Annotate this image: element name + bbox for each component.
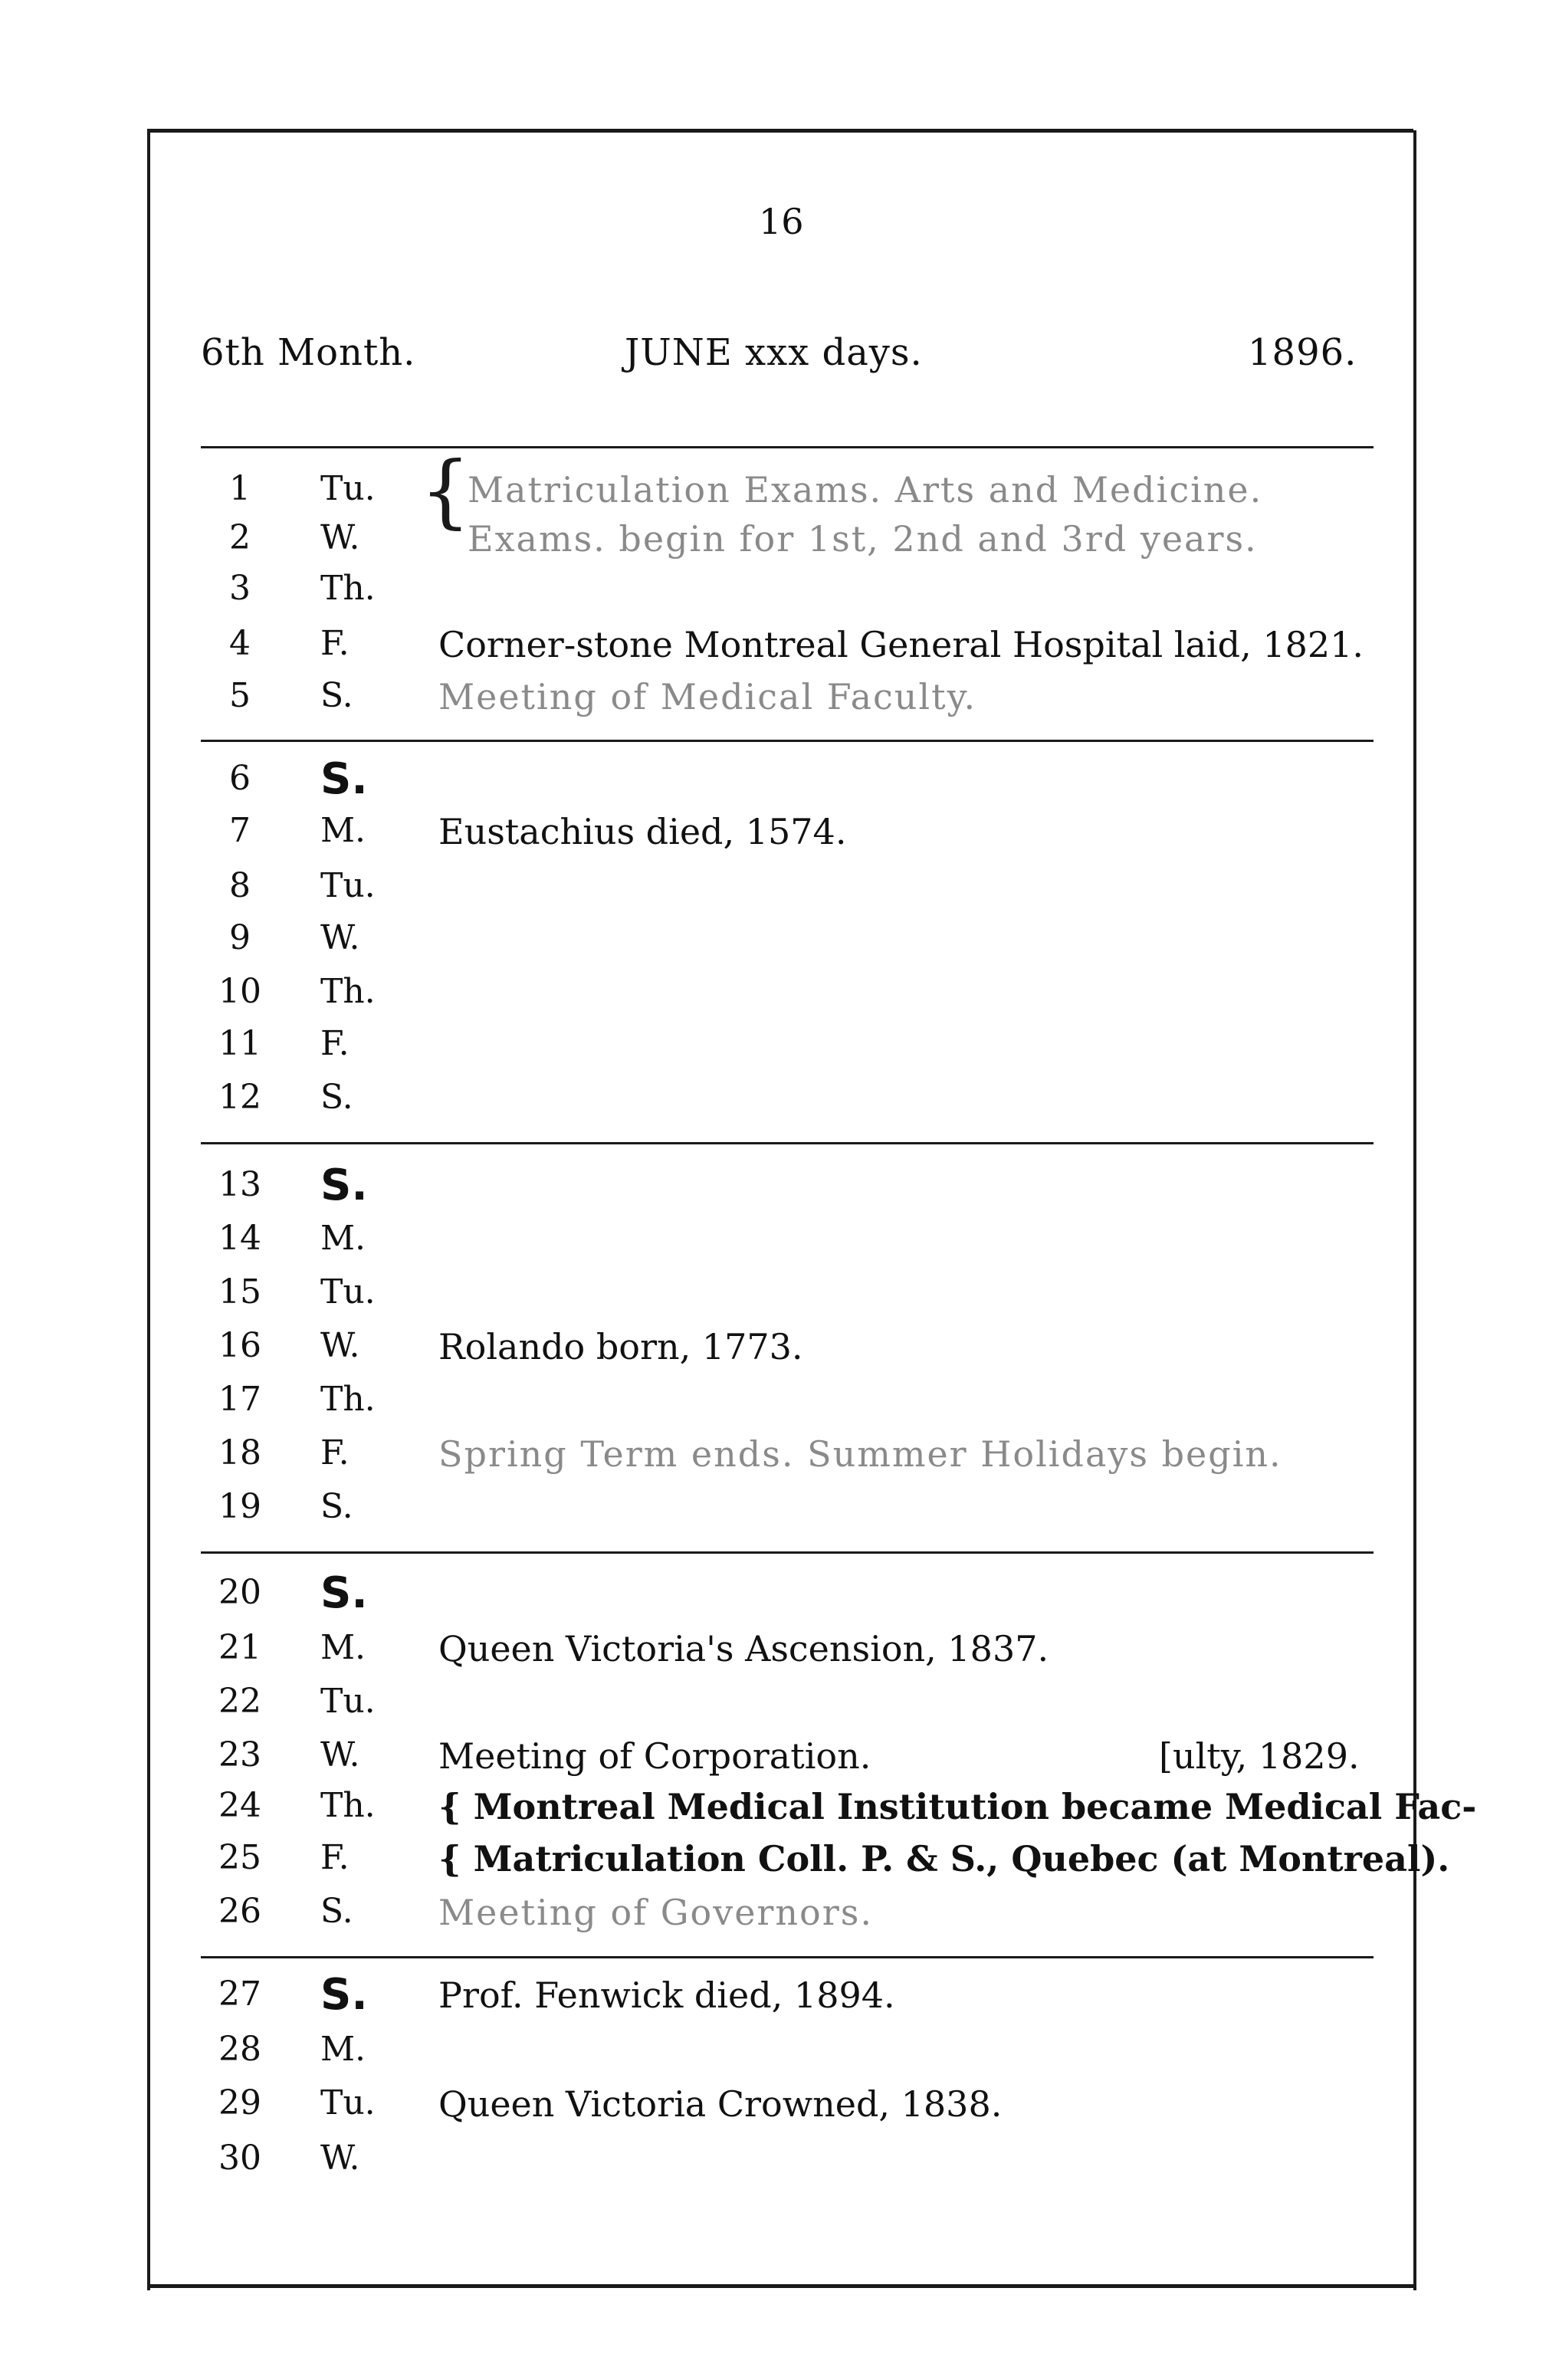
weekday: S.	[320, 1487, 353, 1526]
day-row	[0, 918, 1559, 970]
day-number: 29	[218, 2083, 261, 2122]
weekday: Th.	[320, 1380, 376, 1419]
day-row	[0, 1160, 1559, 1217]
event-text: Matriculation Exams. Arts and Medicine.	[468, 469, 1263, 510]
day-row	[0, 2083, 1559, 2135]
weekday: Tu.	[320, 1272, 376, 1311]
month-label: 6th Month.	[201, 331, 416, 374]
weekday: W.	[320, 2139, 360, 2178]
weekday: S.	[320, 1160, 368, 1210]
page-number: 16	[759, 201, 804, 242]
event-text: Rolando born, 1773.	[438, 1326, 803, 1367]
day-row	[0, 1272, 1559, 1325]
weekday: Tu.	[320, 2083, 376, 2122]
weekday: M.	[320, 1219, 366, 1258]
weekday: Tu.	[320, 866, 376, 905]
day-row	[0, 518, 1559, 570]
day-number: 22	[218, 1682, 261, 1721]
day-number: 24	[218, 1786, 261, 1825]
day-number: 28	[218, 2030, 261, 2069]
event-text: Queen Victoria Crowned, 1838.	[438, 2083, 1003, 2125]
weekday: Th.	[320, 569, 376, 608]
weekday: F.	[320, 1024, 350, 1063]
day-row	[0, 2030, 1559, 2082]
weekday: W.	[320, 1326, 360, 1365]
day-number: 14	[218, 1219, 261, 1258]
day-number: 9	[229, 918, 251, 957]
day-row	[0, 811, 1559, 863]
event-text: { Montreal Medical Institution became Medical Fac-	[438, 1786, 1477, 1827]
day-row	[0, 469, 1559, 521]
weekday: S.	[320, 1568, 368, 1618]
weekday: M.	[320, 811, 366, 850]
month-title: JUNE xxx days.	[625, 331, 923, 374]
day-number: 12	[218, 1078, 261, 1117]
day-row	[0, 1970, 1559, 2027]
week-divider	[201, 1956, 1374, 1958]
day-number: 10	[218, 972, 261, 1011]
day-number: 17	[218, 1380, 261, 1419]
day-number: 3	[229, 569, 251, 608]
weekday: S.	[320, 754, 368, 804]
event-text: Exams. begin for 1st, 2nd and 3rd years.	[468, 518, 1258, 560]
weekday: W.	[320, 918, 360, 957]
page-border-bottom	[147, 2284, 1413, 2288]
day-row	[0, 1682, 1559, 1734]
day-row	[0, 676, 1559, 728]
weekday: F.	[320, 624, 350, 663]
year-label: 1896.	[1248, 331, 1357, 374]
weekday: F.	[320, 1433, 350, 1472]
day-number: 20	[218, 1573, 261, 1612]
weekday: Th.	[320, 972, 376, 1011]
day-number: 15	[218, 1272, 261, 1311]
day-row	[0, 624, 1559, 676]
day-number: 27	[218, 1975, 261, 2014]
weekday: Th.	[320, 1786, 376, 1825]
day-row	[0, 1024, 1559, 1076]
event-text: Meeting of Governors.	[438, 1892, 873, 1933]
weekday: M.	[320, 1628, 366, 1667]
day-row	[0, 1786, 1559, 1838]
day-row	[0, 1219, 1559, 1271]
event-text: Meeting of Medical Faculty.	[438, 676, 977, 717]
weekday: S.	[320, 1970, 368, 2020]
weekday: Tu.	[320, 1682, 376, 1721]
day-number: 21	[218, 1628, 261, 1667]
event-text-continuation: [ulty, 1829.	[1159, 1735, 1360, 1777]
weekday: F.	[320, 1838, 350, 1877]
day-row	[0, 569, 1559, 621]
weekday: S.	[320, 1078, 353, 1117]
weekday: M.	[320, 2030, 366, 2069]
day-number: 1	[229, 469, 251, 508]
day-number: 19	[218, 1487, 261, 1526]
day-number: 8	[229, 866, 251, 905]
event-text: Eustachius died, 1574.	[438, 811, 847, 852]
day-number: 18	[218, 1433, 261, 1472]
day-row	[0, 1078, 1559, 1130]
day-row	[0, 1628, 1559, 1680]
week-divider	[201, 1551, 1374, 1554]
header-rule	[201, 446, 1374, 448]
event-text: Prof. Fenwick died, 1894.	[438, 1975, 895, 2016]
week-divider	[201, 740, 1374, 742]
day-row	[0, 754, 1559, 811]
weekday: W.	[320, 1735, 360, 1774]
event-text: Spring Term ends. Summer Holidays begin.	[438, 1433, 1282, 1475]
week-divider	[201, 1142, 1374, 1144]
day-number: 4	[229, 624, 251, 663]
event-brace: {	[420, 444, 471, 537]
event-text: Queen Victoria's Ascension, 1837.	[438, 1628, 1049, 1669]
event-text: { Matriculation Coll. P. & S., Quebec (at Montreal).	[438, 1838, 1450, 1879]
day-number: 25	[218, 1838, 261, 1877]
day-number: 5	[229, 676, 251, 715]
weekday: S.	[320, 676, 353, 715]
day-row	[0, 1892, 1559, 1944]
day-row	[0, 2139, 1559, 2191]
day-row	[0, 1487, 1559, 1539]
event-text: Meeting of Corporation.	[438, 1735, 871, 1777]
day-number: 2	[229, 518, 251, 557]
day-row	[0, 1568, 1559, 1625]
day-number: 6	[229, 759, 251, 798]
day-row	[0, 1433, 1559, 1485]
weekday: Tu.	[320, 469, 376, 508]
day-number: 30	[218, 2139, 261, 2178]
day-row	[0, 972, 1559, 1024]
weekday: S.	[320, 1892, 353, 1931]
day-row	[0, 1326, 1559, 1378]
day-row	[0, 1735, 1559, 1787]
day-number: 23	[218, 1735, 261, 1774]
event-text: Corner-stone Montreal General Hospital laid, 1821.	[438, 624, 1364, 665]
day-row	[0, 1838, 1559, 1890]
weekday: W.	[320, 518, 360, 557]
day-number: 11	[218, 1024, 261, 1063]
day-number: 7	[229, 811, 251, 850]
day-number: 13	[218, 1165, 261, 1204]
day-number: 26	[218, 1892, 261, 1931]
day-row	[0, 866, 1559, 918]
day-number: 16	[218, 1326, 261, 1365]
day-row	[0, 1380, 1559, 1432]
